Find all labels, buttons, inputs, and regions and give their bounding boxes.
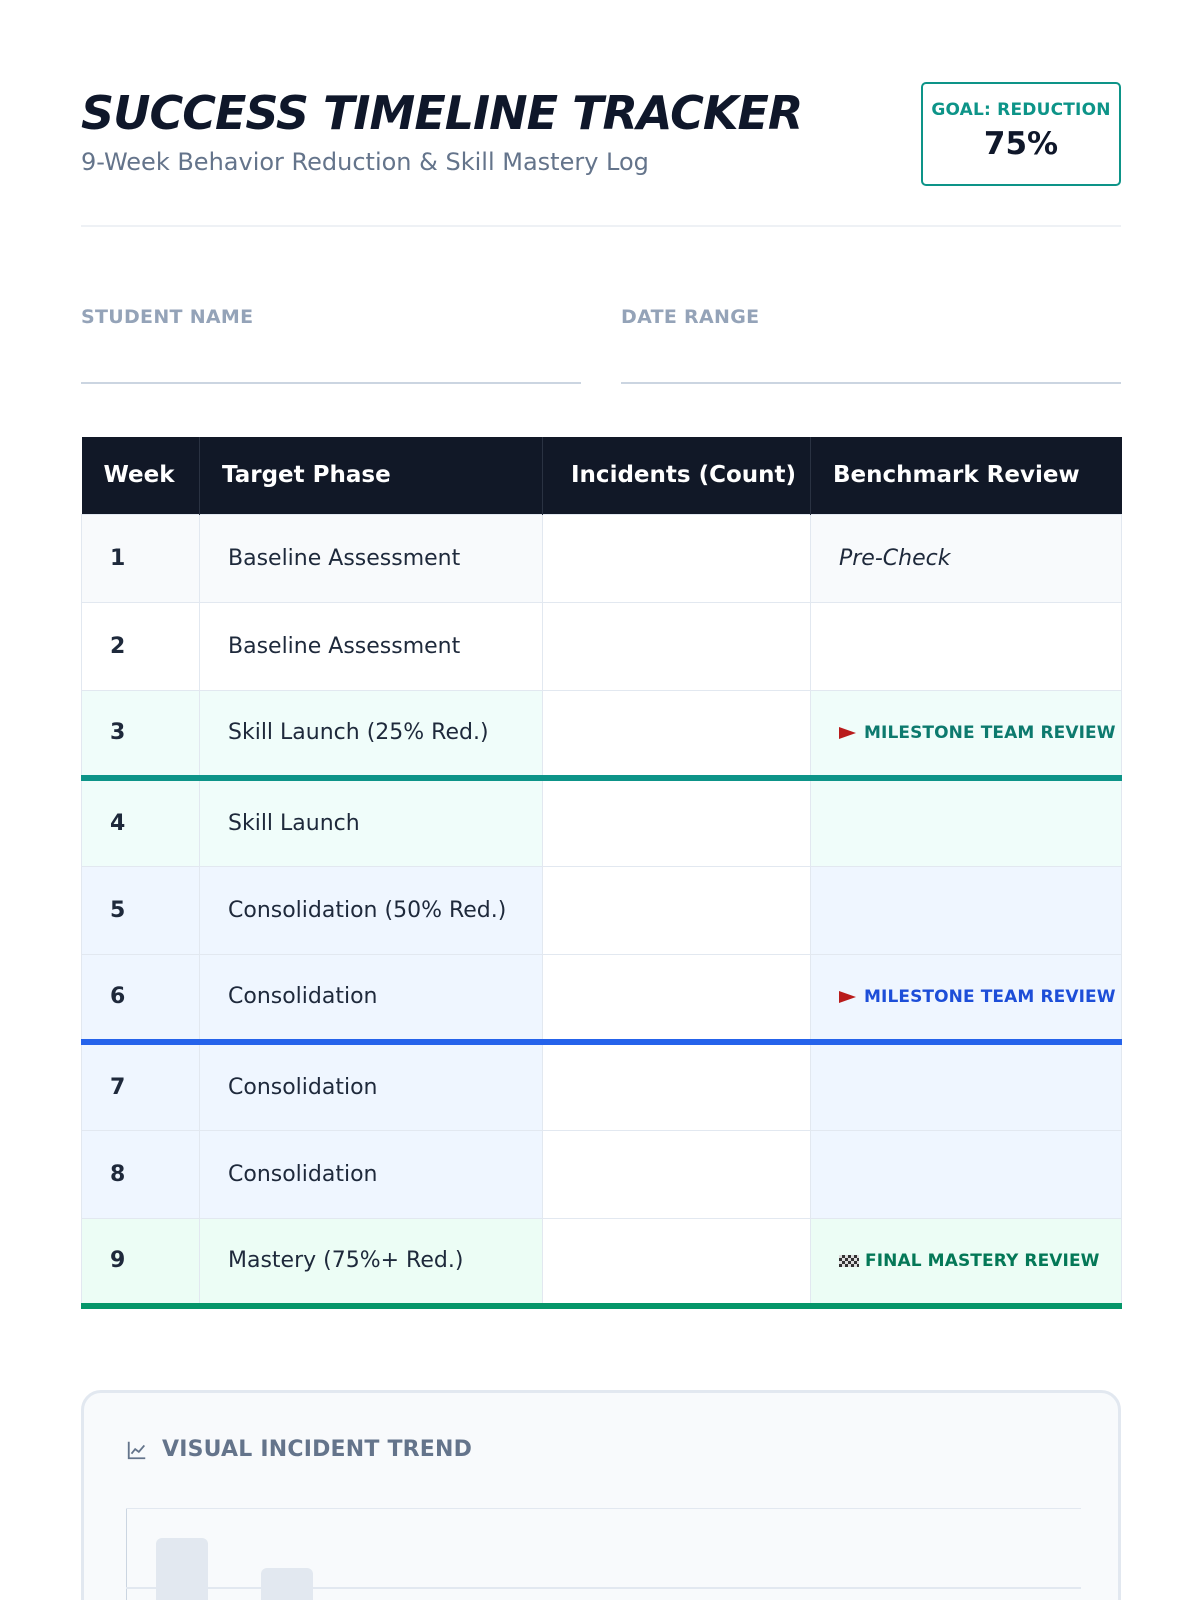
phase-cell: Mastery (75%+ Red.) xyxy=(200,1218,543,1306)
date-range-input[interactable] xyxy=(621,344,1121,380)
table-row xyxy=(82,514,1122,602)
table-header-row xyxy=(82,437,1122,514)
incidents-cell xyxy=(543,602,811,690)
phase-cell: Consolidation xyxy=(200,954,543,1042)
milestone-badge xyxy=(839,723,1116,743)
incidents-cell xyxy=(543,954,811,1042)
chart-bar xyxy=(156,1538,208,1600)
incidents-cell xyxy=(543,1218,811,1306)
review-cell xyxy=(811,602,1122,690)
milestone-badge xyxy=(839,987,1116,1007)
incidents-input[interactable] xyxy=(543,1219,810,1304)
phase-cell: Skill Launch (25% Red.) xyxy=(200,690,543,778)
table-row xyxy=(82,602,1122,690)
phase-cell: Baseline Assessment xyxy=(200,602,543,690)
review-cell xyxy=(811,1042,1122,1130)
phase-cell: Skill Launch xyxy=(200,778,543,866)
week-cell: 3 xyxy=(82,690,200,778)
review-cell xyxy=(811,954,1122,1042)
page-subtitle: 9-Week Behavior Reduction & Skill Mastery Log xyxy=(81,148,649,176)
column-header-incidents: Incidents (Count) xyxy=(543,437,811,514)
timeline-table xyxy=(81,437,1122,1309)
milestone-label: MILESTONE TEAM REVIEW xyxy=(864,987,1116,1008)
incidents-input[interactable] xyxy=(543,1045,810,1130)
page-title: SUCCESS TIMELINE TRACKER xyxy=(81,86,803,140)
date-range-field xyxy=(621,306,1121,384)
header xyxy=(81,82,1121,192)
review-cell xyxy=(811,514,1122,602)
trend-card xyxy=(81,1390,1121,1600)
table-row xyxy=(82,1130,1122,1218)
week-cell: 6 xyxy=(82,954,200,1042)
review-cell xyxy=(811,866,1122,954)
review-text: Pre-Check xyxy=(839,545,951,571)
incidents-input[interactable] xyxy=(543,603,810,690)
timeline-table-wrapper xyxy=(81,437,1121,1309)
chart-bar xyxy=(261,1568,313,1600)
flag-icon xyxy=(839,727,856,739)
incidents-input[interactable] xyxy=(543,867,810,954)
date-range-label: DATE RANGE xyxy=(621,306,760,328)
week-cell: 1 xyxy=(82,514,200,602)
table-row xyxy=(82,690,1122,778)
phase-cell: Consolidation (50% Red.) xyxy=(200,866,543,954)
goal-badge xyxy=(921,82,1121,186)
milestone-label: MILESTONE TEAM REVIEW xyxy=(864,723,1116,744)
week-cell: 2 xyxy=(82,602,200,690)
incidents-input[interactable] xyxy=(543,955,810,1040)
table-row xyxy=(82,954,1122,1042)
header-divider xyxy=(81,225,1121,227)
week-cell: 5 xyxy=(82,866,200,954)
trend-chart-area xyxy=(126,1508,1081,1600)
table-row xyxy=(82,1042,1122,1130)
incidents-cell xyxy=(543,690,811,778)
week-cell: 9 xyxy=(82,1218,200,1306)
student-name-label: STUDENT NAME xyxy=(81,306,254,328)
incidents-cell xyxy=(543,866,811,954)
column-header-phase: Target Phase xyxy=(200,437,543,514)
week-cell: 7 xyxy=(82,1042,200,1130)
incidents-input[interactable] xyxy=(543,781,810,866)
review-cell xyxy=(811,778,1122,866)
final-review-label: FINAL MASTERY REVIEW xyxy=(865,1251,1100,1272)
table-row xyxy=(82,778,1122,866)
trend-title: VISUAL INCIDENT TREND xyxy=(162,1437,473,1462)
incidents-cell xyxy=(543,514,811,602)
goal-value: 75% xyxy=(983,126,1059,162)
incidents-cell xyxy=(543,1042,811,1130)
incidents-input[interactable] xyxy=(543,691,810,776)
table-row xyxy=(82,1218,1122,1306)
week-cell: 8 xyxy=(82,1130,200,1218)
incidents-cell xyxy=(543,1130,811,1218)
review-cell xyxy=(811,1130,1122,1218)
student-name-input[interactable] xyxy=(81,344,581,380)
checkered-flag-icon xyxy=(839,1255,859,1267)
phase-cell: Consolidation xyxy=(200,1130,543,1218)
incidents-input[interactable] xyxy=(543,515,810,602)
student-name-field xyxy=(81,306,581,384)
goal-label: GOAL: REDUCTION xyxy=(931,100,1111,120)
incidents-cell xyxy=(543,778,811,866)
final-review-badge xyxy=(839,1251,1100,1271)
line-chart-icon xyxy=(126,1439,148,1461)
incidents-input[interactable] xyxy=(543,1131,810,1218)
column-header-week: Week xyxy=(82,437,200,514)
flag-icon xyxy=(839,991,856,1003)
table-row xyxy=(82,866,1122,954)
column-header-review: Benchmark Review xyxy=(811,437,1122,514)
phase-cell: Baseline Assessment xyxy=(200,514,543,602)
phase-cell: Consolidation xyxy=(200,1042,543,1130)
trend-header xyxy=(126,1437,472,1462)
week-cell: 4 xyxy=(82,778,200,866)
review-cell xyxy=(811,1218,1122,1306)
review-cell xyxy=(811,690,1122,778)
